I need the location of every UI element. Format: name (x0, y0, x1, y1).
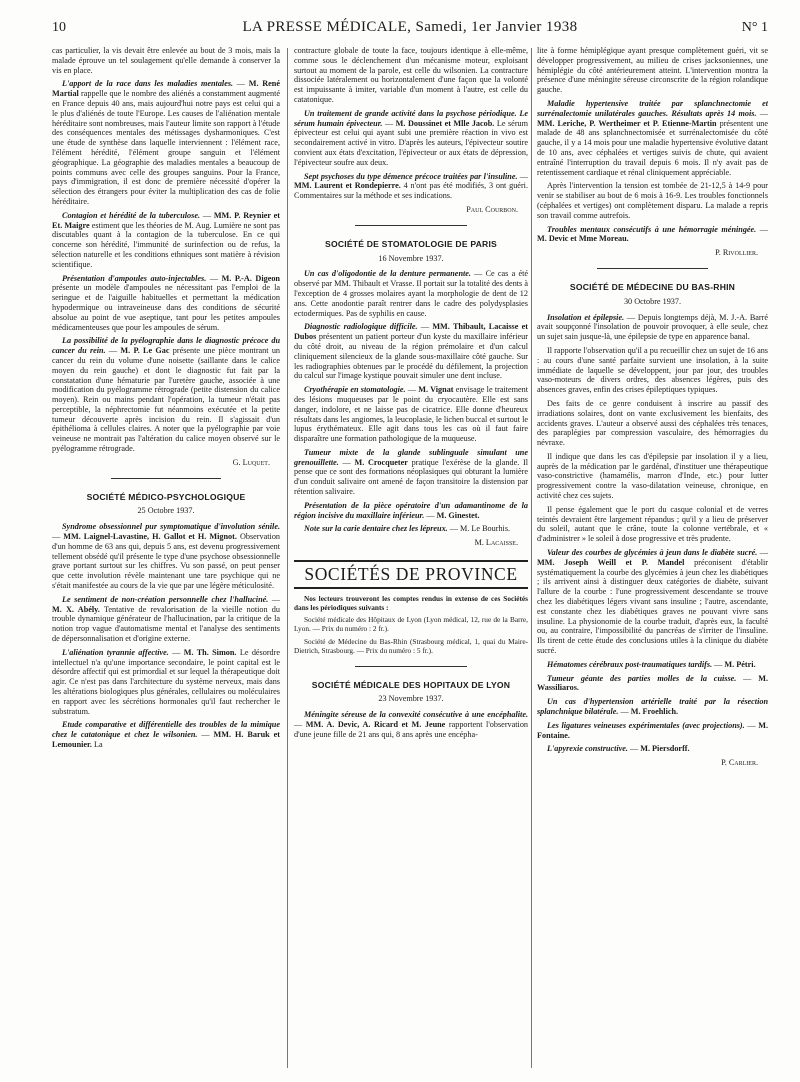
article-body: La (94, 740, 103, 749)
article: Contagion et hérédité de la tuberculose. — MM. P. Reynier et Et. Maigre estiment que les théories de M. Aug. Lumière ne sont pas discutables quant à la contagion de la tuberculose. En ce qui concerne son hérédité, l'immunité de surinfection ou de refus, la sélection naturelle et les conditions ethniques sont matière à révision scientifique. (52, 210, 280, 269)
article: L'aliénation tyrannie affective. — M. Th. Simon. Le désordre intellectuel n'a qu'une importance secondaire, le point capital est le désordre affectif qui est primordial et sur lequel la thérapeutique doit agir. Ce n'est pas dans l'architecture du système nerveux, mais dans les altérations biologiques plus générales, cellulaires ou moléculaires en rapport avec les sécrétions hormonales qu'il faut rechercher le substratum. (52, 647, 280, 716)
column-rule (531, 48, 532, 1068)
article: Hématomes cérébraux post-traumatiques tardifs. — M. Pétri. (547, 659, 756, 669)
article: Note sur la carie dentaire chez les lépreux. — M. Le Bourhis. (304, 524, 511, 534)
article: Insolation et épilepsie. — Depuis longtemps déjà, M. J.-A. Barré avait soupçonné l'insolation de pouvoir provoquer, à elle seule, chez un sujet sain jusque-là, une épilepsie de type en apparence banal. (537, 312, 768, 342)
article-author: M. Piersdorff. (640, 744, 690, 754)
article: Un cas d'oligodontie de la denture permanente. — Ce cas a été observé par MM. Thibault et Vrasse. Il portait sur la totalité des dents à l'exception de 4 grosses molaires ayant la morphologie de dent de 12 ans. Cette anodontie paraît rentrer dans le cadre des polydysplasies ectodermiques. Pas de syphilis en cause. (294, 269, 528, 318)
section-rule (111, 478, 220, 479)
paragraph: Il indique que dans les cas d'épilepsie par insolation il y a lieu, auprès de la médication par le gardénal, d'instituer une thérapeutique vaso-constrictive (hamamélis, marron d'Inde, etc.) pour lutter progressivement contre la vaso-dilatation veineuse, chronique, en activité chez ces sujets. (537, 451, 768, 501)
article-title: Troubles mentaux consécutifs à une hémorragie méningée. (547, 224, 757, 234)
column-2 (294, 46, 528, 1076)
article-title: Présentation de la pièce opératoire d'un adamantinome de la région incisive du maxillaire inférieur. (294, 500, 528, 520)
article-body: Le désordre intellectuel n'a qu'une importance secondaire, le point capital est le désordre affectif qui est primordial et sur lequel la thérapeutique doit agir. Ce n'est pas dans l'architecture du système nerveux, mais dans les altérations biologiques plus générales, cellulaires ou moléculaires en rapport avec les sécrétions hormonales qu'il faut rechercher le substratum. (52, 647, 280, 716)
article-author: MM. H. Baruk et Lemounier. (52, 730, 280, 749)
paragraph: cas particulier, la vis devait être enlevée au bout de 3 mois, mais la malade éprouve un tel soulagement qu'elle demande à conserver la vis en place. (52, 46, 280, 75)
paragraph: Il pense également que le port du casque colonial et de verres teintés devraient être largement répandus ; qu'il y a lieu de préserver du soleil, autant que le crâne, toute la colonne vertébrale, et « d'administrer » le soleil à dose progressive et très prudente. (537, 504, 768, 544)
article-title: Tumeur géante des parties molles de la cuisse. (547, 673, 737, 683)
article-title: Tumeur mixte de la glande sublinguale simulant une grenouillette. (294, 447, 528, 467)
society-heading: SOCIÉTÉ MÉDICO-PSYCHOLOGIQUE (86, 491, 246, 502)
notice: Société médicale des Hôpitaux de Lyon (Lyon médical, 12, rue de la Barre, Lyon. — Prix du numéro : 2 fr.). (294, 615, 528, 634)
society-heading: SOCIÉTÉ DE STOMATOLOGIE DE PARIS (325, 238, 497, 249)
article-body: Tentative de revalorisation de la vieille notion du trouble dynamique générateur de l'hallucination, par la critique de la notion trop vague d'automatisme mental et l'analyse des sentiments de dépersonnalisation et d'origine externe. (52, 604, 280, 644)
column-3 (537, 46, 768, 1076)
article-author: M. Vignat (418, 385, 454, 395)
article: Présentation de la pièce opératoire d'un adamantinome de la région incisive du maxillaire inférieur. — M. Ginestet. (294, 500, 528, 520)
article-author: M. Th. Simon. (183, 647, 237, 657)
session-date: 30 Octobre 1937. (623, 296, 682, 306)
article: Diagnostic radiologique difficile. — MM. Thibault, Lacaisse et Dubos présentent un patient porteur d'un kyste du maxillaire inférieur du côté droit, au niveau de la région prémolaire et d'un calcul cliniquement silencieux de la glande sous-maxillaire côté gauche. Sur les radiographies obtenues par le procédé du défilement, la projection du calcul sur l'image kystique pouvait simuler une dent incluse. (294, 322, 528, 381)
article-title: Note sur la carie dentaire chez les lépreux. (304, 524, 448, 534)
article-body: présentent une malade de 48 ans splanchnectomisée et surrénalectomisée du côté gauche, il y a 14 mois pour une maladie hypertensive évolutive datant de 10 ans, avec céphalées et vertiges suivis de chute, qui avaient entraîné l'interruption du travail depuis 6 mois. Il n'y avait pas de retentissement cardiaque et rénal cliniquement appréciable. (537, 118, 768, 177)
article-body: préconisent d'établir systématiquement la courbe des glycémies à jeun chez les diabétiques ; ils arrivent ainsi à distinguer deux catégories de diabète, suivant l'allure de la courbe : l'une progressivement descendante se trouve chez les diabétiques légers vivant sans insuline ; l'autre, ascendante, est constante chez les diabétiques graves ne pouvant vivre sans insuline. La physionomie de la courbe traduit, d'après eux, la faculté ou, au contraire, l'impossibilité du pancréas de s'irriter de l'insuline. Ils tirent de cette étude des conclusions utiles à la clinique du diabète sucré. (537, 557, 768, 656)
article-title: Etude comparative et différentielle des troubles de la mimique chez le catatonique et chez le wilsonien. (52, 720, 280, 740)
article-title: Insolation et épilepsie. (547, 312, 625, 322)
article: Cryothérapie en stomatologie. — M. Vignat envisage le traitement des lésions muqueuses par le point du cryocautère. Elle est sans danger, indolore, et ne laisse pas de cicatrice. Elle donne d'heureux résultats dans les angiomes, la leucoplasie, le lichen buccal et surtout le lupus érythémateux. Elle agit dans tous les cas où il faut faire disparaître une formation pathologique de la muqueuse. (294, 385, 528, 444)
article-author: M. Doussinet et Mlle Jacob. (395, 118, 495, 128)
article-body: Depuis longtemps déjà, M. J.-A. Barré avait soupçonné l'insolation de pouvoir provoquer, à elle seule, chez un sujet sain jusque-là, une épilepsie de type en apparence banal. (537, 312, 768, 342)
journal-title: LA PRESSE MÉDICALE, Samedi, 1er Janvier 1938 (242, 19, 578, 35)
article: Tumeur géante des parties molles de la cuisse. — M. Wassiliaros. (537, 673, 768, 693)
article: Sept psychoses du type démence précoce traitées par l'insuline. — MM. Laurent et Rondepierre. 4 n'ont pas été modifiés, 3 ont guéri. Commentaires sur la méthode et ses indications. (294, 171, 528, 201)
column-1 (52, 46, 280, 1076)
article-title: Syndrome obsessionnel pur symptomatique d'involution sénile. (62, 522, 280, 532)
article-author: M. P. Le Gac (120, 346, 170, 356)
signature: G. Luquet. (232, 457, 270, 467)
article-author: M. Wassiliaros. (537, 673, 768, 693)
article-author: MM. Leriche, P. Wertheimer et P. Etienne-Martin (537, 118, 717, 128)
paragraph: Après l'intervention la tension est tombée de 21-12,5 à 14-9 pour venir se stabiliser au bout de 6 mois à 16-9. Les troubles fonctionnels (céphalées et vertiges) ont complètement disparu. La malade a repris son travail comme autrefois. (537, 181, 768, 220)
article-body: présente une pièce montrant un cancer du rein du volume d'une noisette (saillante dans le calice moyen du rein gauche) et dont le diagnostic fut fait par la constatation d'une hématurie par l'uretère gauche, associée à une modification du pyélogramme rétrograde (petite distension du calice moyen). Rein ou mains pendant l'opération, la tumeur n'était pas perceptible, la néphrectomie fut néanmoins exécutée et la petite tumeur découverte après incision du rein. Il s'agissait d'un épithélioma à cellules claires. A noter que la pyélographie par voie veineuse ne montrait pas l'altération du calice moyen observé sur le pyélogramme rétrograde. (52, 346, 280, 454)
article-title: Le sentiment de non-création personnelle chez l'halluciné. (62, 594, 269, 604)
article: Troubles mentaux consécutifs à une hémorragie méningée. — M. Devic et Mme Moreau. (537, 224, 768, 244)
article-title: Hématomes cérébraux post-traumatiques tardifs. (547, 659, 713, 669)
signature: M. Lacaisse. (474, 538, 518, 548)
article-title: Méningite séreuse de la convexité consécutive à une encéphalite. (304, 710, 528, 720)
article-title: Un cas d'oligodontie de la denture permanente. (304, 269, 471, 279)
article: Les ligatures veineuses expérimentales (avec projections). — M. Fontaine. (537, 720, 768, 740)
signature: P. Rivollier. (715, 248, 758, 258)
article-author: M. René Martial (52, 79, 280, 99)
article-title: Un traitement de grande activité dans la psychose périodique. Le sérum humain épivecteur. (294, 108, 528, 128)
article-author: M. Devic et Mme Moreau. (537, 234, 629, 244)
article-body: rapportent l'observation d'une jeune fille de 21 ans qui, 8 ans après une encépha- (294, 720, 528, 739)
article-author: MM. Laurent et Rondepierre. (294, 181, 401, 191)
column-rule (287, 48, 288, 1068)
article-author: M. Froehlich. (630, 707, 679, 717)
article-author: M. Fontaine. (537, 720, 768, 740)
article: Un traitement de grande activité dans la psychose périodique. Le sérum humain épivecteur. — M. Doussinet et Mlle Jacob. Le sérum épivecteur est celui qui ayant subi une première réaction in vivo est secondairement activé in vitro. D'après les auteurs, l'épivecteur soutire convient aux états d'excitation, l'épivecteur or aux états de dépression, l'épivecteur soufre aux deux. (294, 108, 528, 167)
article-title: Sept psychoses du type démence précoce traitées par l'insuline. (304, 171, 518, 181)
article-author: M. Crocqueter (354, 457, 408, 467)
article-title: L'aliénation tyrannie affective. (62, 647, 169, 657)
notice: Nos lecteurs trouveront les comptes rendus in extenso de ces Sociétés dans les périodiques suivants : (294, 593, 528, 612)
article-body: présentent un patient porteur d'un kyste du maxillaire inférieur du côté droit, au niveau de la région prémolaire et d'un calcul cliniquement silencieux de la glande sous-maxillaire côté gauche. Sur les radiographies obtenues par le procédé du défilement, la projection du calcul sur l'image kystique pouvait simuler une dent incluse. (294, 332, 528, 381)
paragraph: contracture globale de toute la face, toujours identique à elle-même, comme sous le déclenchement d'un mécanisme moteur, exploisant surtout au moment de la parole, est celle du wilsonien. La contracture dissociée latéralement ou horizontalement d'une façon que la volonté est impuissante à imiter, variable d'un moment à l'autre, est celle du catatonique. (294, 46, 528, 104)
issue-number: N° 1 (741, 20, 768, 35)
article: L'apport de la race dans les maladies mentales. — M. René Martial rappelle que le nombre des aliénés a constamment augmenté en France depuis 40 ans, mais aujourd'hui notre pays est celui qui a le plus d'aliénés de toute l'Europe. Les causes de l'aliénation mentale héréditaire sont nombreuses, mais l'auteur limite son rapport à l'étude des conséquences mentales des métissages dysharmoniques. C'est une étude de synthèse dans laquelle interviennent : l'élément race, l'élément hérédité, l'élément groupe sanguin et l'élément géographique. La géographie des maladies mentales a beaucoup de points communs avec celle des groupes sanguins. Pour la France, pays d'immigration, il est donc de première nécessité d'opérer la sélection des étrangers pour éviter la multiplication des cas de folie héréditaire. (52, 79, 280, 206)
article-author: M. X. Abély. (52, 604, 100, 614)
article-author: MM. Joseph Weill et P. Mandel (537, 557, 685, 567)
article-title: Maladie hypertensive traitée par splanchnectomie et surrénalectomie unilatérales gauches. Résultats après 14 mois. (537, 98, 768, 118)
article-author: MM. Laignel-Lavastine, H. Gallot et H. Mignot. (63, 532, 237, 542)
section-rule (597, 268, 708, 269)
article-title: Présentation d'ampoules auto-injectables. (62, 273, 207, 283)
article-title: Contagion et hérédité de la tuberculose. (62, 210, 201, 220)
article-title: Un cas d'hypertension artérielle traité par la résection splanchnique bilatérale. (537, 697, 768, 717)
article-author: M. Pétri. (724, 659, 756, 669)
article: Valeur des courbes de glycémies à jeun dans le diabète sucré. — MM. Joseph Weill et P. Mandel préconisent d'établir systématiquement la courbe des glycémies à jeun chez les diabétiques ; ils arrivent ainsi à distinguer deux catégories de diabète, suivant l'allure de la courbe : l'une progressivement descendante se trouve chez les diabétiques légers vivant sans insuline ; l'autre, ascendante, est constante chez les diabétiques graves ne pouvant vivre sans insuline. La physionomie de la courbe traduit, d'après eux, la faculté ou, au contraire, l'impossibilité du pancréas de s'irriter de l'insuline. Ils tirent de cette étude des conclusions utiles à la clinique du diabète sucré. (537, 548, 768, 656)
session-date: 25 Octobre 1937. (137, 506, 195, 516)
article: Tumeur mixte de la glande sublinguale simulant une grenouillette. — M. Crocqueter pratique l'exérèse de la glande. Il pense que ce sont des formations néoplasiques qui obturant la lumière d'un conduit salivaire ont amené de façon transitoire la distension par rétention salivaire. (294, 447, 528, 497)
article: Syndrome obsessionnel pur symptomatique d'involution sénile. — MM. Laignel-Lavastine, H. Gallot et H. Mignot. Observation d'un homme de 63 ans qui, depuis 5 ans, est devenu progressivement tellement obsédé qu'il présente le type d'une psychose obsessionnelle grave portant surtout sur les chiffres. Vu son passé, on peut penser que cette involution révèle maintenant une tare psychique qui ne s'était manifestée au cours de la vie que par une légère méticulosité. (52, 522, 280, 591)
paragraph: Des faits de ce genre conduisent à inscrire au passif des irradiations solaires, dont on vante exclusivement les bienfaits, des accidents graves. L'auteur a observé aussi des céphalées très tenaces, des paraplégies par compression vasculaire, des hémorragies du névraxe. (537, 398, 768, 448)
article-title: Cryothérapie en stomatologie. (304, 385, 406, 395)
article: Maladie hypertensive traitée par splanchnectomie et surrénalectomie unilatérales gauches. Résultats après 14 mois. — MM. Leriche, P. Wertheimer et P. Etienne-Martin présentent une malade de 48 ans splanchnectomisée et surrénalectomisée du côté gauche, il y a 14 mois pour une maladie hypertensive évolutive datant de 10 ans, avec céphalées et vertiges suivis de chute, qui avaient entraîné l'interruption du travail depuis 6 mois. Il n'y avait pas de retentissement cardiaque et rénal cliniquement appréciable. (537, 98, 768, 177)
society-heading: SOCIÉTÉ DE MÉDECINE DU BAS-RHIN (569, 281, 736, 292)
article-body: Le sérum épivecteur est celui qui ayant subi une première réaction in vivo est secondairement activé in vitro. D'après les auteurs, l'épivecteur soutire convient aux états d'excitation, l'épivecteur or aux états de dépression, l'épivecteur soufre aux deux. (294, 118, 528, 167)
article: Etude comparative et différentielle des troubles de la mimique chez le catatonique et chez le wilsonien. — MM. H. Baruk et Lemounier. La (52, 720, 280, 749)
article-author: M. Ginestet. (436, 510, 480, 520)
article-title: La possibilité de la pyélographie dans le diagnostic précoce du cancer du rein. (52, 336, 280, 356)
article-body: envisage le traitement des lésions muqueuses par le point du cryocautère. Elle est sans danger, indolore, et ne laisse pas de cicatrice. Elle donne d'heureux résultats dans les angiomes, la leucoplasie, le lichen buccal et surtout le lupus érythémateux. Elle agit dans tous les cas où il faut faire disparaître une formation pathologique de la muqueuse. (294, 385, 528, 444)
article-author: M. P.-A. Digeon (221, 273, 280, 283)
article-author: MM. Thibault, Lacaisse et Dubos (294, 322, 528, 342)
article-body: estiment que les théories de M. Aug. Lumière ne sont pas discutables quant à la contagion de la tuberculose. En ce qui concerne son hérédité, l'immunité de surinfection ou de refus, la sélection naturelle et les conditions ethniques sont matière à révision scientifique. (52, 220, 280, 269)
article: L'apyrexie constructive. — M. Piersdorff. (547, 744, 690, 754)
article-title: L'apport de la race dans les maladies mentales. (62, 79, 234, 89)
society-heading: SOCIÉTÉ MÉDICALE DES HOPITAUX DE LYON (311, 679, 511, 690)
section-rule (355, 666, 467, 667)
article: La possibilité de la pyélographie dans le diagnostic précoce du cancer du rein. — M. P. Le Gac présente une pièce montrant un cancer du rein du volume d'une noisette (saillante dans le calice moyen du rein gauche) et dont le diagnostic fut fait par la constatation d'une hématurie par l'uretère gauche, associée à une modification du pyélogramme rétrograde (petite distension du calice moyen). Rein ou mains pendant l'opération, la tumeur n'était pas perceptible, la néphrectomie fut néanmoins exécutée et la petite tumeur découverte après incision du rein. Il s'agissait d'un épithélioma à cellules claires. A noter que la pyélographie par voie veineuse ne montrait pas l'altération du calice moyen observé sur le pyélogramme rétrograde. (52, 336, 280, 454)
article: Présentation d'ampoules auto-injectables. — M. P.-A. Digeon présente un modèle d'ampoules ne nécessitant pas l'emploi de la seringue et de l'aiguille habituelles et permettant la médication hypodermique ou intraveineuse dans des conditions de sécurité absolue au point de vue aseptique, tant pour les petites ampoules médicamenteuses que pour les ampoules de sérum. (52, 273, 280, 332)
article-body: présente un modèle d'ampoules ne nécessitant pas l'emploi de la seringue et de l'aiguille habituelles et permettant la médication hypodermique ou intraveineuse dans des conditions de sécurité absolue au point de vue aseptique, tant pour les petites ampoules médicamenteuses que pour les ampoules de sérum. (52, 283, 280, 332)
article-title: Diagnostic radiologique difficile. (304, 322, 418, 332)
section-rule (355, 225, 467, 226)
session-date: 16 Novembre 1937. (378, 253, 444, 263)
section-banner: SOCIÉTÉS DE PROVINCE (294, 560, 528, 589)
page-header (52, 18, 768, 40)
article-body: rappelle que le nombre des aliénés a constamment augmenté en France depuis 40 ans, mais aujourd'hui notre pays est celui qui a le plus d'aliénés de toute l'Europe. Les causes de l'aliénation mentale héréditaire sont nombreuses, mais l'auteur limite son rapport à l'étude des conséquences mentales des métissages dysharmoniques. C'est une étude de synthèse dans laquelle interviennent : l'élément race, l'élément hérédité, l'élément groupe sanguin et l'élément géographique. La géographie des maladies mentales a beaucoup de points communs avec celle des groupes sanguins. Pour la France, pays d'immigration, il est donc de première nécessité d'opérer la sélection des étrangers pour éviter la multiplication des cas de folie héréditaire. (52, 89, 280, 206)
article-title: Valeur des courbes de glycémies à jeun dans le diabète sucré. (547, 548, 758, 558)
session-date: 23 Novembre 1937. (378, 694, 444, 704)
article-body: Observation d'un homme de 63 ans qui, depuis 5 ans, est devenu progressivement tellement obsédé qu'il présente le type d'une psychose obsessionnelle grave portant surtout sur les chiffres. Vu son passé, on peut penser que cette involution révèle maintenant une tare psychique qui ne s'était manifestée au cours de la vie que par une légère méticulosité. (52, 532, 280, 591)
paragraph: Il rapporte l'observation qu'il a pu recueillir chez un sujet de 16 ans : au cours d'une santé parfaite survient une insolation, à la suite immédiate de laquelle se développent, jour par jour, des troubles vaso-moteurs de divers ordres, des absences légères, puis des absences graves, enfin des crises épileptiques typiques. (537, 345, 768, 395)
signature: Paul Courbon. (466, 204, 518, 214)
page-number: 10 (52, 20, 66, 35)
article-title: Les ligatures veineuses expérimentales (avec projections). (547, 720, 745, 730)
article-body: 4 n'ont pas été modifiés, 3 ont guéri. Commentaires sur la méthode et ses indications. (294, 181, 528, 201)
article: Méningite séreuse de la convexité consécutive à une encéphalite. — MM. A. Devic, A. Ricard et M. Jeune rapportent l'observation d'une jeune fille de 21 ans qui, 8 ans après une encépha- (294, 710, 528, 739)
article-author: M. Le Bourhis. (460, 524, 511, 534)
paragraph: lite à forme hémiplégique ayant presque complètement guéri, vit se développer progressivement, au milieu de crises jacksoniennes, une hémiplégie du côté antérieurement atteint. L'intervention montra la présence d'une méningite séreuse circonscrite de la région rolandique gauche. (537, 46, 768, 95)
article-author: MM. P. Reynier et Et. Maigre (52, 210, 280, 230)
article: Un cas d'hypertension artérielle traité par la résection splanchnique bilatérale. — M. Froehlich. (537, 697, 768, 717)
article-body: Ce cas a été observé par MM. Thibault et Vrasse. Il portait sur la totalité des dents à l'exception de 4 grosses molaires ayant la morphologie de dent de 12 ans. Cette anodontie paraît rentrer dans le cadre des polydysplasies ectodermiques. Pas de syphilis en cause. (294, 269, 528, 318)
article-author: MM. A. Devic, A. Ricard et M. Jeune (305, 720, 446, 730)
article-body: pratique l'exérèse de la glande. Il pense que ce sont des formations néoplasiques qui obturant la lumière d'un conduit salivaire ont amené de façon transitoire la distension par rétention salivaire. (294, 457, 528, 497)
article: Le sentiment de non-création personnelle chez l'halluciné. — M. X. Abély. Tentative de revalorisation de la vieille notion du trouble dynamique générateur de l'hallucination, par la critique de la notion trop vague d'automatisme mental et l'analyse des sentiments de dépersonnalisation et d'origine externe. (52, 594, 280, 644)
article-title: L'apyrexie constructive. (547, 744, 628, 754)
signature: P. Carlier. (721, 758, 758, 768)
notice: Société de Médecine du Bas-Rhin (Strasbourg médical, 1, quai du Maire-Dietrich, Strasbourg. — Prix du numéro : 5 fr.). (294, 637, 528, 655)
